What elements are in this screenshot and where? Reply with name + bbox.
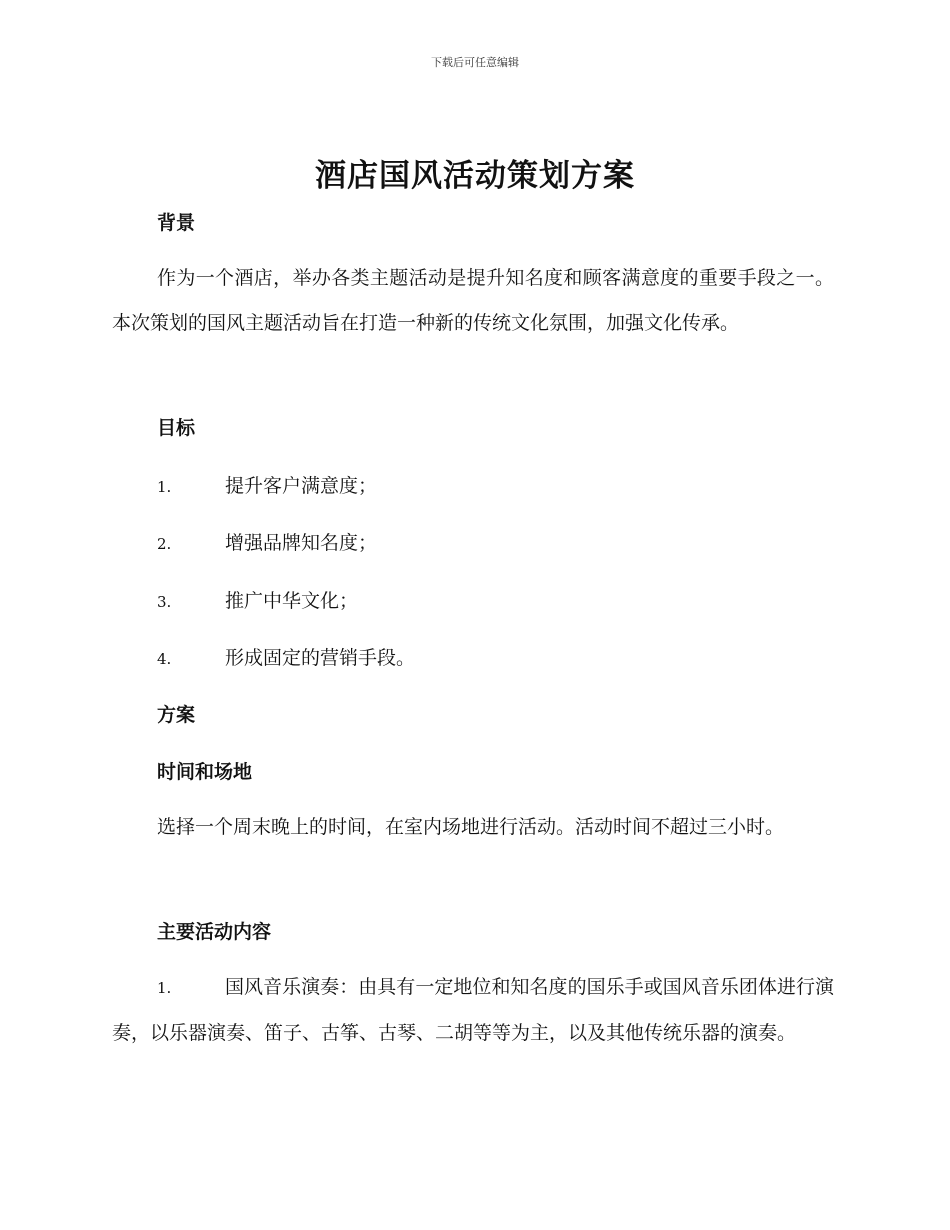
heading-goals: 目标 — [157, 417, 196, 439]
list-text: 推广中华文化； — [225, 590, 359, 612]
list-number: 4. — [157, 650, 172, 668]
list-text: 形成固定的营销手段。 — [225, 647, 416, 669]
list-number: 2. — [157, 535, 172, 553]
list-number: 3. — [157, 593, 172, 611]
paragraph-background: 作为一个酒店，举办各类主题活动是提升知名度和顾客满意度的重要手段之一。本次策划的国风主题活动旨在打造一种新的传统文化氛围，加强文化传承。 — [112, 267, 834, 334]
heading-time-place: 时间和场地 — [157, 761, 253, 783]
page-header: 下载后可任意编辑 — [431, 56, 519, 69]
list-text: 增强品牌知名度； — [225, 532, 378, 554]
list-item — [157, 471, 377, 498]
list-item — [157, 643, 415, 670]
heading-plan: 方案 — [157, 704, 196, 726]
list-number: 1. — [157, 979, 172, 997]
heading-background: 背景 — [157, 212, 196, 234]
list-text: 国风音乐演奏：由具有一定地位和知名度的国乐手或国风音乐团体进行演奏，以乐器演奏、笛子、古筝、古琴、二胡等等为主，以及其他传统乐器的演奏。 — [112, 976, 834, 1044]
list-number: 1. — [157, 478, 172, 496]
paragraph-time-place: 选择一个周末晚上的时间，在室内场地进行活动。活动时间不超过三小时。 — [157, 816, 785, 838]
document-title: 酒店国风活动策划方案 — [315, 158, 635, 194]
list-item — [157, 528, 377, 555]
heading-main-activities: 主要活动内容 — [157, 921, 272, 943]
list-item — [157, 586, 358, 613]
list-item — [112, 965, 834, 1056]
list-text: 提升客户满意度； — [225, 475, 378, 497]
